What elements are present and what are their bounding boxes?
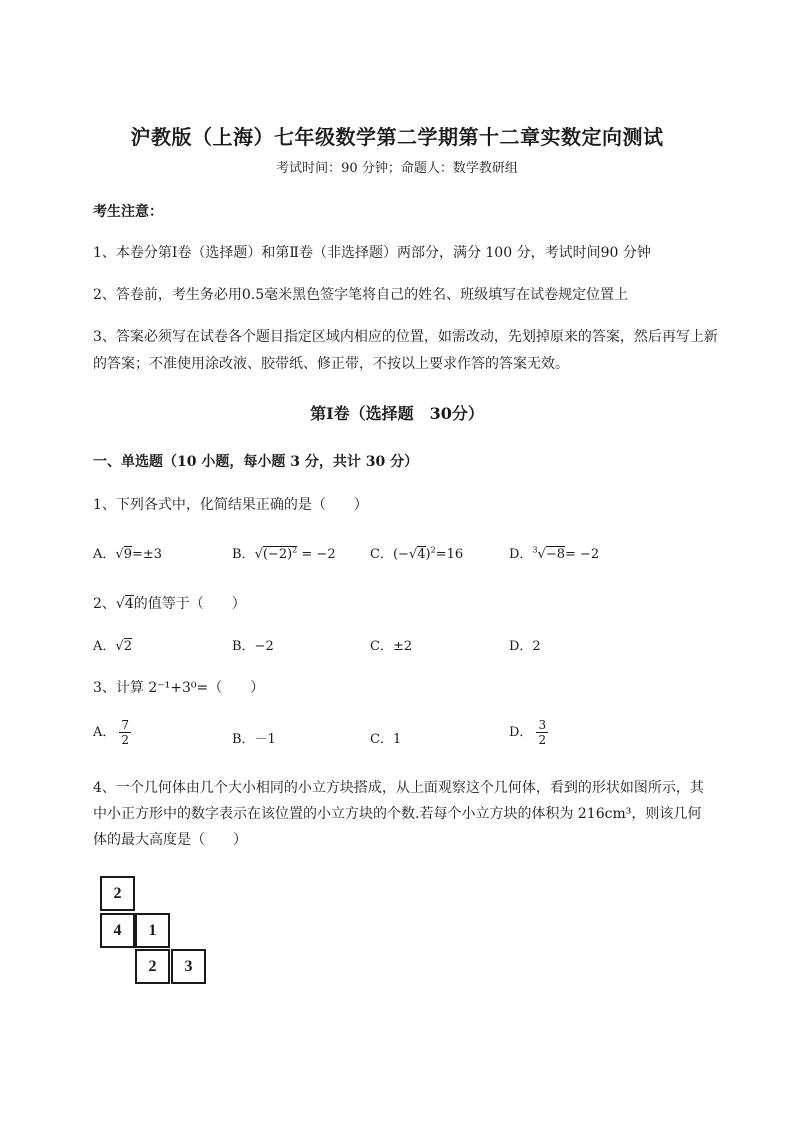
paren-open: (− bbox=[392, 547, 409, 562]
question-2-option-c: C．±2 bbox=[370, 639, 413, 654]
notice-item-3-line2: 的答案；不准使用涂改液、胶带纸、修正带，不按以上要求作答的答案无效。 bbox=[93, 356, 569, 372]
sqrt-icon: √ bbox=[115, 639, 124, 654]
fraction bbox=[119, 718, 131, 747]
part-heading: 一、单选题（10 小题，每小题 3 分，共计 30 分） bbox=[93, 454, 419, 470]
question-1-option-a bbox=[93, 543, 162, 562]
notice-item-3-line1: 3、答案必须写在试卷各个题目指定区域内相应的位置，如需改动，先划掉原来的答案，然后再写上新 bbox=[93, 329, 718, 345]
question-2-stem bbox=[93, 593, 246, 613]
option-label: B． bbox=[232, 547, 255, 562]
question-1-option-c bbox=[370, 543, 463, 562]
sqrt-icon: √ bbox=[537, 547, 546, 562]
option-label: D． bbox=[509, 725, 533, 740]
expression-rest: = −2 bbox=[565, 547, 600, 562]
question-3-option-d bbox=[509, 718, 548, 747]
radicand: 2 bbox=[123, 639, 132, 654]
radicand: (−2) bbox=[262, 547, 293, 562]
question-number: 2、 bbox=[93, 596, 116, 612]
grid-cell: 2 bbox=[135, 949, 170, 984]
question-4-line1: 4、一个几何体由几个大小相同的小立方块搭成，从上面观察这个几何体，看到的形状如图所示，其 bbox=[93, 780, 704, 796]
grid-cell: 3 bbox=[171, 949, 206, 984]
fraction bbox=[536, 718, 548, 747]
notice-heading: 考生注意： bbox=[93, 204, 163, 220]
radicand: −8 bbox=[545, 547, 565, 562]
option-label: D． bbox=[509, 547, 533, 562]
sqrt-icon: √ bbox=[408, 547, 418, 562]
question-1-option-d bbox=[509, 543, 599, 562]
question-2-option-b: B．−2 bbox=[232, 639, 274, 654]
option-label: A． bbox=[93, 547, 116, 562]
question-3-stem: 3、计算 2⁻¹+3⁰=（ ） bbox=[93, 680, 265, 696]
grid-cell: 1 bbox=[135, 913, 170, 948]
denominator: 2 bbox=[121, 733, 130, 747]
exponent: 2 bbox=[292, 545, 298, 555]
expression-rest: = −2 bbox=[297, 547, 336, 562]
question-2-option-d: D．2 bbox=[509, 639, 541, 654]
radicand: 9 bbox=[123, 547, 132, 562]
section-title: 第Ⅰ卷（选择题 30分） bbox=[310, 404, 484, 423]
root-index: 3 bbox=[532, 545, 538, 555]
question-1-stem: 1、下列各式中，化简结果正确的是（ ） bbox=[93, 497, 368, 513]
grid-cell: 2 bbox=[100, 876, 135, 911]
question-3-option-a bbox=[93, 718, 131, 747]
numerator: 3 bbox=[538, 718, 547, 732]
notice-item-1: 1、本卷分第Ⅰ卷（选择题）和第Ⅱ卷（非选择题）两部分，满分 100 分，考试时间90 分钟 bbox=[93, 245, 651, 261]
paren-close: ) bbox=[425, 547, 431, 562]
radicand: 4 bbox=[417, 547, 426, 562]
notice-item-2: 2、答卷前，考生务必用0.5毫米黑色签字笔将自己的姓名、班级填写在试卷规定位置上 bbox=[93, 287, 629, 303]
option-label: A． bbox=[93, 639, 116, 654]
sqrt-icon: √ bbox=[115, 547, 124, 562]
stem-text: 的值等于（ ） bbox=[133, 596, 246, 612]
sqrt-icon: √ bbox=[115, 596, 125, 612]
radicand: 4 bbox=[124, 596, 134, 612]
grid-cell: 4 bbox=[100, 913, 135, 948]
question-1-option-b bbox=[232, 543, 336, 562]
denominator: 2 bbox=[538, 733, 547, 747]
sqrt-icon: √ bbox=[254, 547, 263, 562]
question-3-option-c: C．1 bbox=[370, 732, 402, 747]
numerator: 7 bbox=[121, 718, 130, 732]
option-label: A． bbox=[93, 725, 116, 740]
expression-rest: =16 bbox=[435, 547, 464, 562]
question-2-option-a bbox=[93, 635, 132, 654]
question-4-line3: 体的最大高度是（ ） bbox=[93, 832, 247, 848]
question-4-line2: 中小正方形中的数字表示在该位置的小立方块的个数.若每个小立方块的体积为 216cm³，则该几何 bbox=[93, 806, 702, 822]
page-title: 沪教版（上海）七年级数学第二学期第十二章实数定向测试 bbox=[130, 125, 664, 149]
exam-info: 考试时间：90 分钟；命题人：数学教研组 bbox=[276, 161, 518, 176]
question-3-option-b: B．－1 bbox=[232, 732, 276, 747]
expression-rest: =±3 bbox=[131, 547, 163, 562]
option-label: C． bbox=[370, 547, 393, 562]
exponent: 2 bbox=[430, 545, 436, 555]
